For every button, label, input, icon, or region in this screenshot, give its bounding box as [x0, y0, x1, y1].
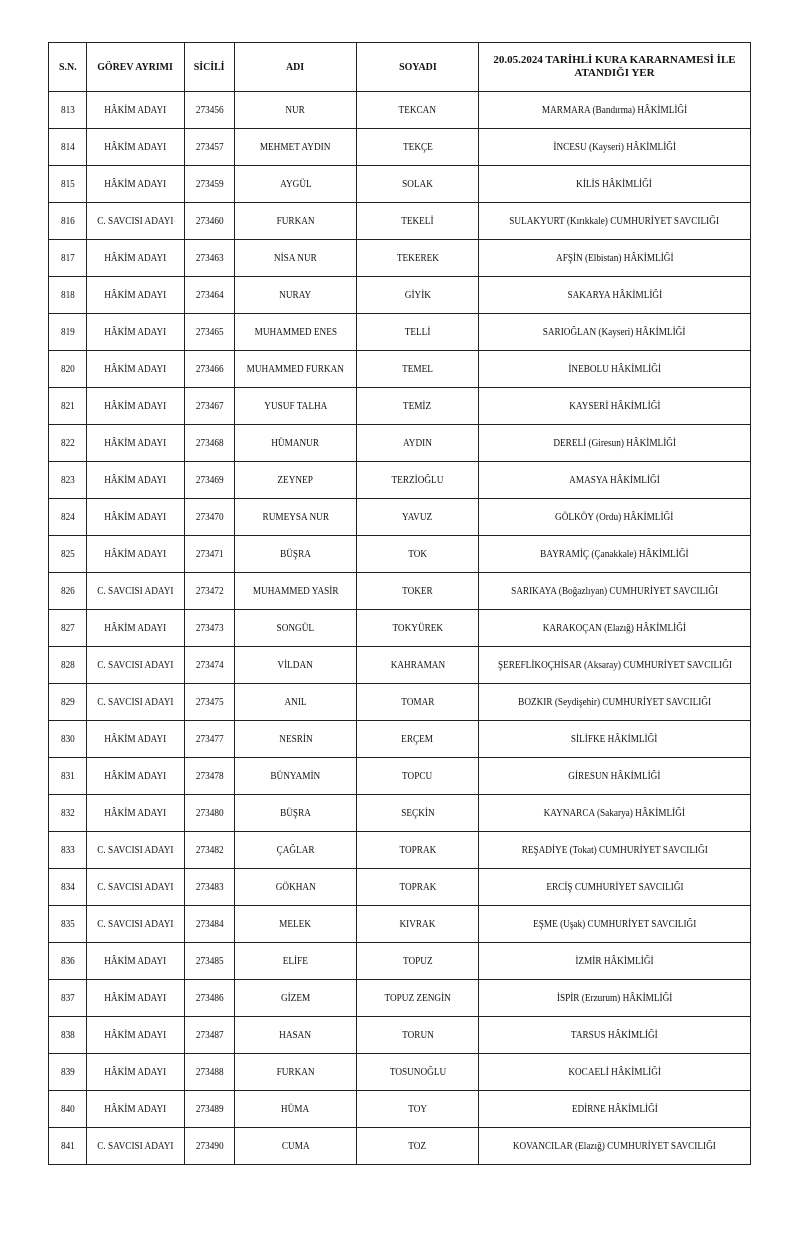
cell-adi: ANIL	[235, 684, 357, 721]
cell-sicili: 273487	[185, 1017, 235, 1054]
cell-adi: VİLDAN	[235, 647, 357, 684]
cell-sn: 827	[49, 610, 87, 647]
cell-sicili: 273457	[185, 129, 235, 166]
table-row	[49, 1054, 751, 1091]
table-row	[49, 92, 751, 129]
cell-sn: 830	[49, 721, 87, 758]
table-row	[49, 536, 751, 573]
table-row	[49, 277, 751, 314]
cell-gorev-ayrimi: C. SAVCISI ADAYI	[87, 869, 185, 906]
header-sicili: SİCİLİ	[185, 43, 235, 92]
cell-adi: CUMA	[235, 1128, 357, 1165]
cell-gorev-ayrimi: HÂKİM ADAYI	[87, 314, 185, 351]
cell-soyadi: TOY	[357, 1091, 479, 1128]
cell-gorev-ayrimi: C. SAVCISI ADAYI	[87, 906, 185, 943]
table-row	[49, 832, 751, 869]
cell-sicili: 273467	[185, 388, 235, 425]
cell-atandigi-yer: KOVANCILAR (Elazığ) CUMHURİYET SAVCILIĞI	[479, 1128, 751, 1165]
cell-adi: NURAY	[235, 277, 357, 314]
cell-sn: 833	[49, 832, 87, 869]
cell-soyadi: TEMİZ	[357, 388, 479, 425]
cell-atandigi-yer: KARAKOÇAN (Elazığ) HÂKİMLİĞİ	[479, 610, 751, 647]
cell-sicili: 273475	[185, 684, 235, 721]
cell-atandigi-yer: REŞADİYE (Tokat) CUMHURİYET SAVCILIĞI	[479, 832, 751, 869]
cell-gorev-ayrimi: HÂKİM ADAYI	[87, 943, 185, 980]
cell-sicili: 273465	[185, 314, 235, 351]
cell-adi: MUHAMMED FURKAN	[235, 351, 357, 388]
cell-soyadi: TOSUNOĞLU	[357, 1054, 479, 1091]
cell-gorev-ayrimi: HÂKİM ADAYI	[87, 129, 185, 166]
cell-atandigi-yer: EŞME (Uşak) CUMHURİYET SAVCILIĞI	[479, 906, 751, 943]
cell-sn: 826	[49, 573, 87, 610]
cell-soyadi: TOKER	[357, 573, 479, 610]
cell-sicili: 273463	[185, 240, 235, 277]
table-row	[49, 388, 751, 425]
cell-sn: 825	[49, 536, 87, 573]
cell-sicili: 273470	[185, 499, 235, 536]
cell-soyadi: TOKYÜREK	[357, 610, 479, 647]
cell-gorev-ayrimi: C. SAVCISI ADAYI	[87, 1128, 185, 1165]
cell-gorev-ayrimi: HÂKİM ADAYI	[87, 980, 185, 1017]
cell-sn: 835	[49, 906, 87, 943]
cell-sicili: 273482	[185, 832, 235, 869]
cell-atandigi-yer: İNEBOLU HÂKİMLİĞİ	[479, 351, 751, 388]
table-row	[49, 684, 751, 721]
cell-sicili: 273464	[185, 277, 235, 314]
cell-gorev-ayrimi: HÂKİM ADAYI	[87, 1091, 185, 1128]
cell-atandigi-yer: SARIKAYA (Boğazlıyan) CUMHURİYET SAVCILIĞI	[479, 573, 751, 610]
cell-soyadi: KAHRAMAN	[357, 647, 479, 684]
cell-adi: ZEYNEP	[235, 462, 357, 499]
cell-sn: 818	[49, 277, 87, 314]
cell-gorev-ayrimi: C. SAVCISI ADAYI	[87, 573, 185, 610]
cell-gorev-ayrimi: HÂKİM ADAYI	[87, 721, 185, 758]
cell-adi: NESRİN	[235, 721, 357, 758]
appointment-table	[48, 42, 751, 1165]
header-soyadi: SOYADI	[357, 43, 479, 92]
cell-gorev-ayrimi: HÂKİM ADAYI	[87, 1054, 185, 1091]
cell-adi: GİZEM	[235, 980, 357, 1017]
cell-sicili: 273480	[185, 795, 235, 832]
cell-atandigi-yer: BOZKIR (Seydişehir) CUMHURİYET SAVCILIĞI	[479, 684, 751, 721]
cell-sicili: 273484	[185, 906, 235, 943]
cell-sn: 838	[49, 1017, 87, 1054]
cell-adi: FURKAN	[235, 1054, 357, 1091]
cell-gorev-ayrimi: C. SAVCISI ADAYI	[87, 832, 185, 869]
cell-soyadi: KIVRAK	[357, 906, 479, 943]
cell-adi: MUHAMMED YASİR	[235, 573, 357, 610]
cell-sn: 837	[49, 980, 87, 1017]
cell-sicili: 273488	[185, 1054, 235, 1091]
cell-adi: BÜNYAMİN	[235, 758, 357, 795]
cell-soyadi: TEKCAN	[357, 92, 479, 129]
cell-atandigi-yer: ŞEREFLİKOÇHİSAR (Aksaray) CUMHURİYET SAVCILIĞI	[479, 647, 751, 684]
header-gorev-ayrimi: GÖREV AYRIMI	[87, 43, 185, 92]
table-row	[49, 499, 751, 536]
cell-gorev-ayrimi: HÂKİM ADAYI	[87, 351, 185, 388]
cell-atandigi-yer: SİLİFKE HÂKİMLİĞİ	[479, 721, 751, 758]
cell-gorev-ayrimi: C. SAVCISI ADAYI	[87, 203, 185, 240]
table-row	[49, 943, 751, 980]
cell-soyadi: TOMAR	[357, 684, 479, 721]
cell-soyadi: TERZİOĞLU	[357, 462, 479, 499]
cell-adi: SONGÜL	[235, 610, 357, 647]
cell-sicili: 273456	[185, 92, 235, 129]
cell-sn: 829	[49, 684, 87, 721]
cell-atandigi-yer: KAYNARCA (Sakarya) HÂKİMLİĞİ	[479, 795, 751, 832]
header-adi: ADI	[235, 43, 357, 92]
cell-gorev-ayrimi: HÂKİM ADAYI	[87, 277, 185, 314]
cell-sn: 822	[49, 425, 87, 462]
table-row	[49, 869, 751, 906]
cell-atandigi-yer: MARMARA (Bandırma) HÂKİMLİĞİ	[479, 92, 751, 129]
cell-atandigi-yer: SAKARYA HÂKİMLİĞİ	[479, 277, 751, 314]
cell-atandigi-yer: KİLİS HÂKİMLİĞİ	[479, 166, 751, 203]
cell-atandigi-yer: BAYRAMİÇ (Çanakkale) HÂKİMLİĞİ	[479, 536, 751, 573]
cell-soyadi: TEKEREK	[357, 240, 479, 277]
table-row	[49, 203, 751, 240]
cell-sicili: 273478	[185, 758, 235, 795]
cell-atandigi-yer: SARIOĞLAN (Kayseri) HÂKİMLİĞİ	[479, 314, 751, 351]
cell-soyadi: TOK	[357, 536, 479, 573]
table-row	[49, 1128, 751, 1165]
cell-sicili: 273483	[185, 869, 235, 906]
cell-sicili: 273471	[185, 536, 235, 573]
cell-soyadi: TEMEL	[357, 351, 479, 388]
cell-sn: 815	[49, 166, 87, 203]
cell-soyadi: TOPUZ ZENGİN	[357, 980, 479, 1017]
cell-atandigi-yer: KOCAELİ HÂKİMLİĞİ	[479, 1054, 751, 1091]
cell-soyadi: TOPUZ	[357, 943, 479, 980]
cell-soyadi: TOZ	[357, 1128, 479, 1165]
cell-atandigi-yer: İNCESU (Kayseri) HÂKİMLİĞİ	[479, 129, 751, 166]
cell-gorev-ayrimi: HÂKİM ADAYI	[87, 462, 185, 499]
cell-adi: NİSA NUR	[235, 240, 357, 277]
table-row	[49, 795, 751, 832]
cell-adi: MUHAMMED ENES	[235, 314, 357, 351]
cell-adi: GÖKHAN	[235, 869, 357, 906]
table-body	[49, 92, 751, 1165]
cell-adi: MELEK	[235, 906, 357, 943]
cell-sn: 831	[49, 758, 87, 795]
cell-atandigi-yer: DERELİ (Giresun) HÂKİMLİĞİ	[479, 425, 751, 462]
header-atandigi-yer: 20.05.2024 TARİHLİ KURA KARARNAMESİ İLE ATANDIĞI YER	[479, 43, 751, 92]
cell-adi: YUSUF TALHA	[235, 388, 357, 425]
table-row	[49, 647, 751, 684]
cell-gorev-ayrimi: HÂKİM ADAYI	[87, 758, 185, 795]
table-row	[49, 240, 751, 277]
cell-soyadi: TEKELİ	[357, 203, 479, 240]
cell-adi: BÜŞRA	[235, 536, 357, 573]
cell-sicili: 273486	[185, 980, 235, 1017]
table-row	[49, 462, 751, 499]
cell-sn: 817	[49, 240, 87, 277]
cell-sicili: 273490	[185, 1128, 235, 1165]
cell-soyadi: TOPCU	[357, 758, 479, 795]
cell-soyadi: SOLAK	[357, 166, 479, 203]
table-row	[49, 721, 751, 758]
cell-sn: 823	[49, 462, 87, 499]
cell-sn: 824	[49, 499, 87, 536]
cell-soyadi: GİYİK	[357, 277, 479, 314]
cell-atandigi-yer: TARSUS HÂKİMLİĞİ	[479, 1017, 751, 1054]
cell-atandigi-yer: AMASYA HÂKİMLİĞİ	[479, 462, 751, 499]
cell-atandigi-yer: EDİRNE HÂKİMLİĞİ	[479, 1091, 751, 1128]
cell-sn: 813	[49, 92, 87, 129]
cell-adi: MEHMET AYDIN	[235, 129, 357, 166]
table-row	[49, 906, 751, 943]
cell-atandigi-yer: KAYSERİ HÂKİMLİĞİ	[479, 388, 751, 425]
cell-soyadi: ERÇEM	[357, 721, 479, 758]
cell-sn: 834	[49, 869, 87, 906]
cell-atandigi-yer: AFŞİN (Elbistan) HÂKİMLİĞİ	[479, 240, 751, 277]
cell-adi: BÜŞRA	[235, 795, 357, 832]
table-row	[49, 351, 751, 388]
cell-gorev-ayrimi: HÂKİM ADAYI	[87, 388, 185, 425]
cell-soyadi: TORUN	[357, 1017, 479, 1054]
cell-soyadi: YAVUZ	[357, 499, 479, 536]
cell-adi: NUR	[235, 92, 357, 129]
cell-sicili: 273460	[185, 203, 235, 240]
cell-sicili: 273474	[185, 647, 235, 684]
cell-gorev-ayrimi: C. SAVCISI ADAYI	[87, 647, 185, 684]
cell-sn: 841	[49, 1128, 87, 1165]
cell-sn: 820	[49, 351, 87, 388]
cell-atandigi-yer: GİRESUN HÂKİMLİĞİ	[479, 758, 751, 795]
table-row	[49, 1091, 751, 1128]
cell-gorev-ayrimi: HÂKİM ADAYI	[87, 610, 185, 647]
cell-gorev-ayrimi: HÂKİM ADAYI	[87, 795, 185, 832]
cell-sicili: 273468	[185, 425, 235, 462]
table-row	[49, 129, 751, 166]
cell-gorev-ayrimi: C. SAVCISI ADAYI	[87, 684, 185, 721]
cell-sn: 840	[49, 1091, 87, 1128]
cell-sicili: 273473	[185, 610, 235, 647]
cell-adi: HASAN	[235, 1017, 357, 1054]
cell-adi: AYGÜL	[235, 166, 357, 203]
cell-sn: 821	[49, 388, 87, 425]
cell-sicili: 273489	[185, 1091, 235, 1128]
cell-gorev-ayrimi: HÂKİM ADAYI	[87, 499, 185, 536]
table-header-row	[49, 43, 751, 92]
cell-sn: 832	[49, 795, 87, 832]
cell-sicili: 273477	[185, 721, 235, 758]
table-row	[49, 610, 751, 647]
cell-sn: 816	[49, 203, 87, 240]
cell-sn: 819	[49, 314, 87, 351]
cell-soyadi: SEÇKİN	[357, 795, 479, 832]
cell-gorev-ayrimi: HÂKİM ADAYI	[87, 1017, 185, 1054]
cell-gorev-ayrimi: HÂKİM ADAYI	[87, 536, 185, 573]
cell-sicili: 273469	[185, 462, 235, 499]
cell-gorev-ayrimi: HÂKİM ADAYI	[87, 240, 185, 277]
cell-soyadi: TOPRAK	[357, 832, 479, 869]
cell-adi: ÇAĞLAR	[235, 832, 357, 869]
cell-sicili: 273459	[185, 166, 235, 203]
cell-sicili: 273472	[185, 573, 235, 610]
table-row	[49, 758, 751, 795]
header-sn: S.N.	[49, 43, 87, 92]
table-row	[49, 1017, 751, 1054]
table-row	[49, 166, 751, 203]
cell-atandigi-yer: İZMİR HÂKİMLİĞİ	[479, 943, 751, 980]
cell-soyadi: TELLİ	[357, 314, 479, 351]
cell-gorev-ayrimi: HÂKİM ADAYI	[87, 166, 185, 203]
cell-gorev-ayrimi: HÂKİM ADAYI	[87, 425, 185, 462]
cell-soyadi: AYDIN	[357, 425, 479, 462]
cell-sn: 836	[49, 943, 87, 980]
table-row	[49, 314, 751, 351]
cell-adi: RUMEYSA NUR	[235, 499, 357, 536]
table-row	[49, 980, 751, 1017]
cell-atandigi-yer: ERCİŞ CUMHURİYET SAVCILIĞI	[479, 869, 751, 906]
cell-atandigi-yer: SULAKYURT (Kırıkkale) CUMHURİYET SAVCILIĞI	[479, 203, 751, 240]
cell-adi: ELİFE	[235, 943, 357, 980]
cell-sicili: 273466	[185, 351, 235, 388]
cell-sn: 814	[49, 129, 87, 166]
cell-sn: 839	[49, 1054, 87, 1091]
cell-adi: HÜMANUR	[235, 425, 357, 462]
cell-soyadi: TEKÇE	[357, 129, 479, 166]
cell-sn: 828	[49, 647, 87, 684]
cell-adi: HÜMA	[235, 1091, 357, 1128]
cell-soyadi: TOPRAK	[357, 869, 479, 906]
cell-adi: FURKAN	[235, 203, 357, 240]
table-row	[49, 425, 751, 462]
cell-gorev-ayrimi: HÂKİM ADAYI	[87, 92, 185, 129]
cell-sicili: 273485	[185, 943, 235, 980]
cell-atandigi-yer: GÖLKÖY (Ordu) HÂKİMLİĞİ	[479, 499, 751, 536]
cell-atandigi-yer: İSPİR (Erzurum) HÂKİMLİĞİ	[479, 980, 751, 1017]
table-row	[49, 573, 751, 610]
